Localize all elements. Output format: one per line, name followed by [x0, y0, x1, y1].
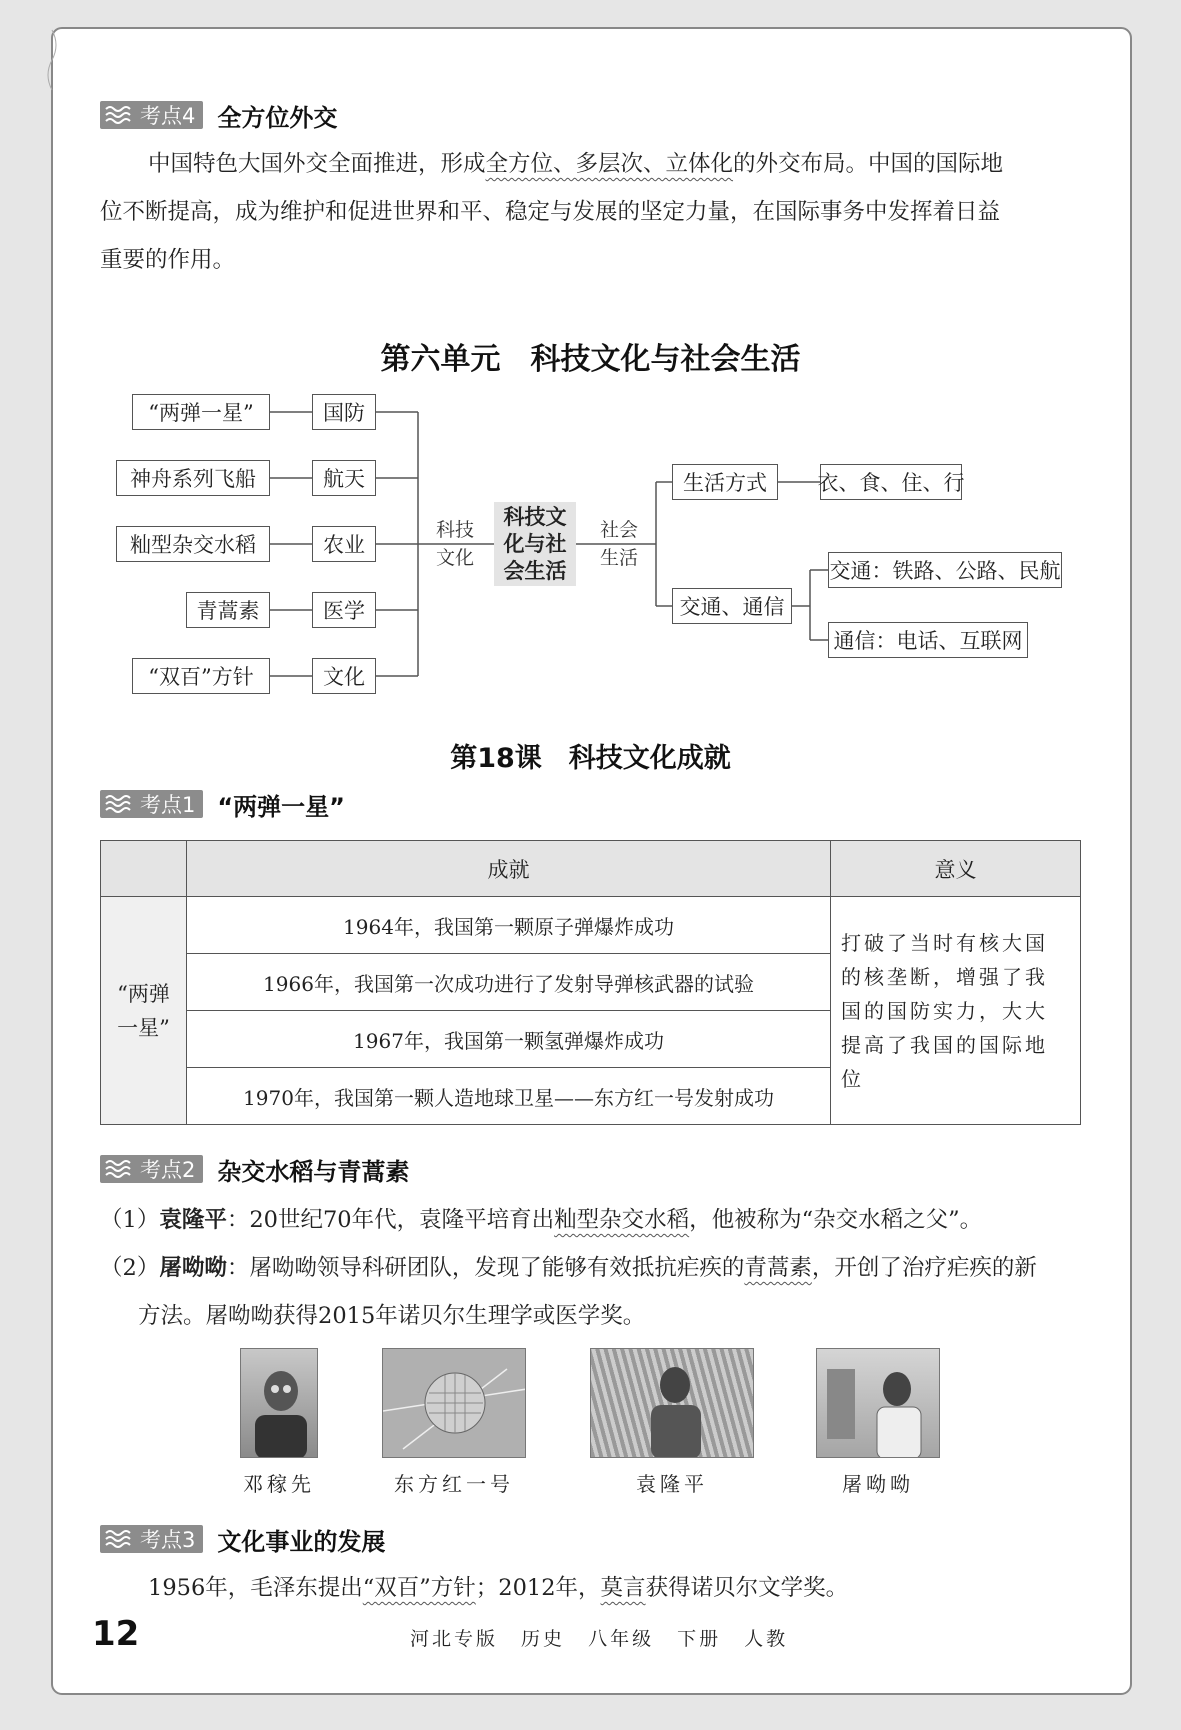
table-header-meaning: 意义: [831, 841, 1081, 897]
diagram-category-nongye: 农业: [312, 526, 376, 562]
text: ：20世纪70年代，袁隆平培育出: [226, 1207, 555, 1233]
section-3-header: [100, 1522, 385, 1556]
diagram-right-yishizhuxing: 衣、食、住、行: [820, 464, 962, 500]
table-row: [101, 897, 1081, 954]
badge-label: 考点4: [140, 104, 196, 128]
photo-dongfanghong: [382, 1348, 526, 1458]
diagram-category-yixue: 医学: [312, 592, 376, 628]
kaodian-badge: [100, 1525, 203, 1553]
diagram-item-shenzhou: 神舟系列飞船: [116, 460, 270, 496]
diagram-category-guofang: 国防: [312, 394, 376, 430]
emphasis-text: 莫言: [600, 1575, 646, 1601]
diagram-category-wenhua: 文化: [312, 658, 376, 694]
table-cell: 1964年，我国第一颗原子弹爆炸成功: [187, 897, 831, 954]
waves-icon: [104, 793, 134, 815]
badge-label: 考点2: [140, 1158, 196, 1182]
kaodian-badge: [100, 1155, 203, 1183]
section-2-item-1: [100, 1196, 1082, 1244]
text: 1956年，毛泽东提出: [148, 1575, 363, 1601]
section-2-item-2: [100, 1244, 1082, 1292]
diagram-item-rice: 籼型杂交水稻: [116, 526, 270, 562]
person-in-field-icon: [591, 1349, 754, 1458]
item-name: 袁隆平: [159, 1207, 227, 1233]
text: ，开创了治疗疟疾的新: [811, 1255, 1037, 1281]
diagram-right-shenghuofangshi: 生活方式: [672, 464, 778, 500]
item-prefix: （1）: [100, 1207, 160, 1233]
section-4-paragraph-line3: 重要的作用。: [100, 247, 236, 273]
photo-yuan-longping: [590, 1348, 754, 1458]
photo-caption: 邓稼先: [243, 1472, 315, 1496]
section-3-paragraph: [100, 1564, 1082, 1612]
table-header-row: [101, 841, 1081, 897]
section-title: “两弹一星”: [217, 792, 345, 821]
photo-caption: 袁隆平: [636, 1472, 708, 1496]
photo-caption: 东方红一号: [394, 1472, 514, 1496]
diagram-label-kejiwenhua: 科技 文化: [435, 519, 474, 569]
section-title: 文化事业的发展: [217, 1527, 386, 1556]
person-lab-icon: [817, 1349, 940, 1458]
section-1-header: [100, 787, 345, 821]
table-side-label: “两弹 一星”: [101, 897, 187, 1125]
person-portrait-icon: [241, 1349, 318, 1458]
section-title: 杂交水稻与青蒿素: [217, 1157, 410, 1186]
diagram-category-hangtian: 航天: [312, 460, 376, 496]
page-number: 12: [92, 1614, 140, 1654]
satellite-icon: [383, 1349, 526, 1458]
text: 的外交布局。中国的国际地: [733, 151, 1004, 177]
badge-label: 考点3: [140, 1528, 196, 1552]
table-meaning-cell: 打破了当时有核大国的核垄断，增强了我国的国防实力，大大提高了我国的国际地位: [831, 897, 1081, 1125]
emphasis-text: 青蒿素: [744, 1255, 812, 1281]
section-title: 全方位外交: [217, 103, 338, 132]
diagram-center: 科技文 化与社 会生活: [494, 502, 576, 586]
table-header-achievement: 成就: [187, 841, 831, 897]
text: ；2012年，: [475, 1575, 601, 1601]
diagram-item-liangdanyixing: “两弹一星”: [132, 394, 270, 430]
diagram-item-artemisinin: 青蒿素: [186, 592, 270, 628]
table-header-blank: [101, 841, 187, 897]
badge-label: 考点1: [140, 793, 196, 817]
diagram-item-shuangbai: “双百”方针: [132, 658, 270, 694]
achievement-table: [100, 840, 1081, 1125]
section-2-header: [100, 1152, 409, 1186]
table-cell: 1967年，我国第一颗氢弹爆炸成功: [187, 1011, 831, 1068]
item-name: 屠呦呦: [159, 1255, 227, 1281]
unit-title: 第六单元 科技文化与社会生活: [380, 342, 801, 377]
waves-icon: [104, 1528, 134, 1550]
section-2-item-2-line2: 方法。屠呦呦获得2015年诺贝尔生理学或医学奖。: [138, 1303, 646, 1329]
text: ：屠呦呦领导科研团队，发现了能够有效抵抗疟疾的: [226, 1255, 745, 1281]
table-cell: 1966年，我国第一次成功进行了发射导弹核武器的试验: [187, 954, 831, 1011]
footer-text: 河北专版 历史 八年级 下册 人教: [410, 1628, 789, 1650]
diagram-lines: [0, 0, 1181, 720]
diagram-right-tongxin: 通信：电话、互联网: [828, 622, 1028, 658]
item-prefix: （2）: [100, 1255, 160, 1281]
photo-caption: 屠呦呦: [842, 1472, 914, 1496]
waves-icon: [104, 1158, 134, 1180]
diagram-right-jiaotongtongxin: 交通、通信: [672, 588, 792, 624]
photo-tu-youyou: [816, 1348, 940, 1458]
emphasis-text: 籼型杂交水稻: [554, 1207, 690, 1233]
text: 中国特色大国外交全面推进，形成: [148, 151, 486, 177]
text: 获得诺贝尔文学奖。: [645, 1575, 849, 1601]
diagram-label-shehuishenghuo: 社会 生活: [599, 519, 638, 569]
text: ，他被称为“杂交水稻之父”。: [689, 1207, 983, 1233]
table-cell: 1970年，我国第一颗人造地球卫星——东方红一号发射成功: [187, 1068, 831, 1125]
photo-deng-jiaxian: [240, 1348, 318, 1458]
emphasis-text: 全方位、多层次、立体化: [485, 151, 734, 177]
diagram-right-jiaotong: 交通：铁路、公路、民航: [828, 552, 1062, 588]
section-4-paragraph-line2: 位不断提高，成为维护和促进世界和平、稳定与发展的坚定力量，在国际事务中发挥着日益: [100, 199, 1001, 225]
kaodian-badge: [100, 790, 203, 818]
lesson-title: 第18课 科技文化成就: [450, 743, 731, 774]
emphasis-text: “双百”方针: [362, 1575, 476, 1601]
